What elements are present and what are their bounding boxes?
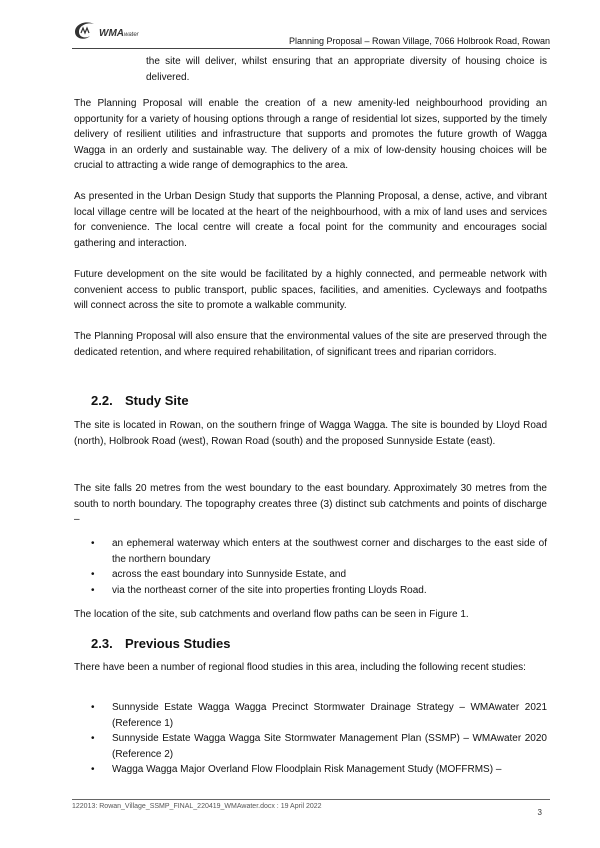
intro-paragraph-4: The Planning Proposal will also ensure that the environmental values of the site are preserved through the dedicated retention, and where required rehabilitation, of significant trees and riparian corridors.: [74, 331, 547, 358]
study-site-paragraph-1: The site is located in Rowan, on the southern fringe of Wagga Wagga. The site is bounded by Lloyd Road (north), Holbrook Road (west), Rowan Road (south) and the proposed Sunnyside Estate (east).: [74, 420, 547, 447]
bullet-icon: •: [91, 569, 95, 580]
page-number: 3: [537, 808, 542, 817]
bullet-icon: •: [91, 702, 95, 713]
section-heading-study-site: 2.2. Study Site: [91, 393, 189, 408]
bullet-icon: •: [91, 764, 95, 775]
list-item: • an ephemeral waterway which enters at the southwest corner and discharges to the east side of the northern boundary: [91, 538, 547, 565]
page-header: [72, 14, 550, 49]
bullet-icon: •: [91, 584, 95, 596]
list-item: • across the east boundary into Sunnyside Estate, and: [74, 567, 547, 583]
wmawater-logo: [72, 16, 139, 44]
bullet-icon: •: [91, 733, 95, 744]
bullet-icon: •: [91, 538, 95, 549]
sub-catchment-list: [74, 536, 547, 598]
study-site-paragraph-2: The site falls 20 metres from the west boundary to the east boundary. Approximately 30 metres from the south to north boundary. The topography creates three (3) distinct sub catchments and points of discharge –: [74, 483, 547, 525]
intro-paragraph-3: Future development on the site would be facilitated by a highly connected, and permeable network with convenient access to public transport, public spaces, facilities, and amenities. Cycleways and footpaths will connect across the site to promote a walkable community.: [74, 269, 547, 311]
list-item: • Wagga Wagga Major Overland Flow Floodplain Risk Management Study (MOFFRMS) –: [74, 762, 547, 778]
previous-studies-paragraph: There have been a number of regional flood studies in this area, including the following recent studies:: [74, 662, 526, 673]
continued-bullet-text: the site will deliver, whilst ensuring that an appropriate diversity of housing choice is delivered.: [146, 56, 547, 83]
list-item: • Sunnyside Estate Wagga Wagga Site Stormwater Management Plan (SSMP) – WMAwater 2020 (Reference 2): [91, 733, 547, 760]
study-site-paragraph-3: The location of the site, sub catchments and overland flow paths can be seen in Figure 1.: [74, 609, 469, 620]
intro-paragraph-2: As presented in the Urban Design Study that supports the Planning Proposal, a dense, active, and vibrant local village centre will be located at the heart of the neighbourhood, with a mix of land uses and services for convenience. The local centre will create a focal point for the community and encourages social gathering and interaction.: [74, 191, 547, 249]
logo-text: WMAwater: [99, 27, 139, 39]
list-item: • Sunnyside Estate Wagga Wagga Precinct Stormwater Drainage Strategy – WMAwater 2021 (Reference 1): [91, 702, 547, 729]
section-heading-previous-studies: 2.3. Previous Studies: [91, 636, 231, 651]
footer-document-reference: 122013: Rowan_Village_SSMP_FINAL_220419_WMAwater.docx : 19 April 2022: [72, 803, 322, 810]
previous-studies-list: [74, 700, 547, 778]
logo-swirl-icon: [72, 18, 98, 42]
header-title: Planning Proposal – Rowan Village, 7066 Holbrook Road, Rowan: [289, 36, 550, 46]
page-footer: [72, 799, 550, 817]
intro-paragraph-1: The Planning Proposal will enable the creation of a new amenity-led neighbourhood providing an opportunity for a variety of housing options through a range of residential lot sizes, supported by the timely delivery of resilient utilities and infrastructure that supports and promotes the future growth of Wagga Wagga in an orderly and sustainable way. The delivery of a mix of low-density housing choices will be crucial to attracting a wide range of demographics to the area.: [74, 98, 547, 171]
list-item: • via the northeast corner of the site into properties fronting Lloyds Road.: [74, 583, 547, 599]
